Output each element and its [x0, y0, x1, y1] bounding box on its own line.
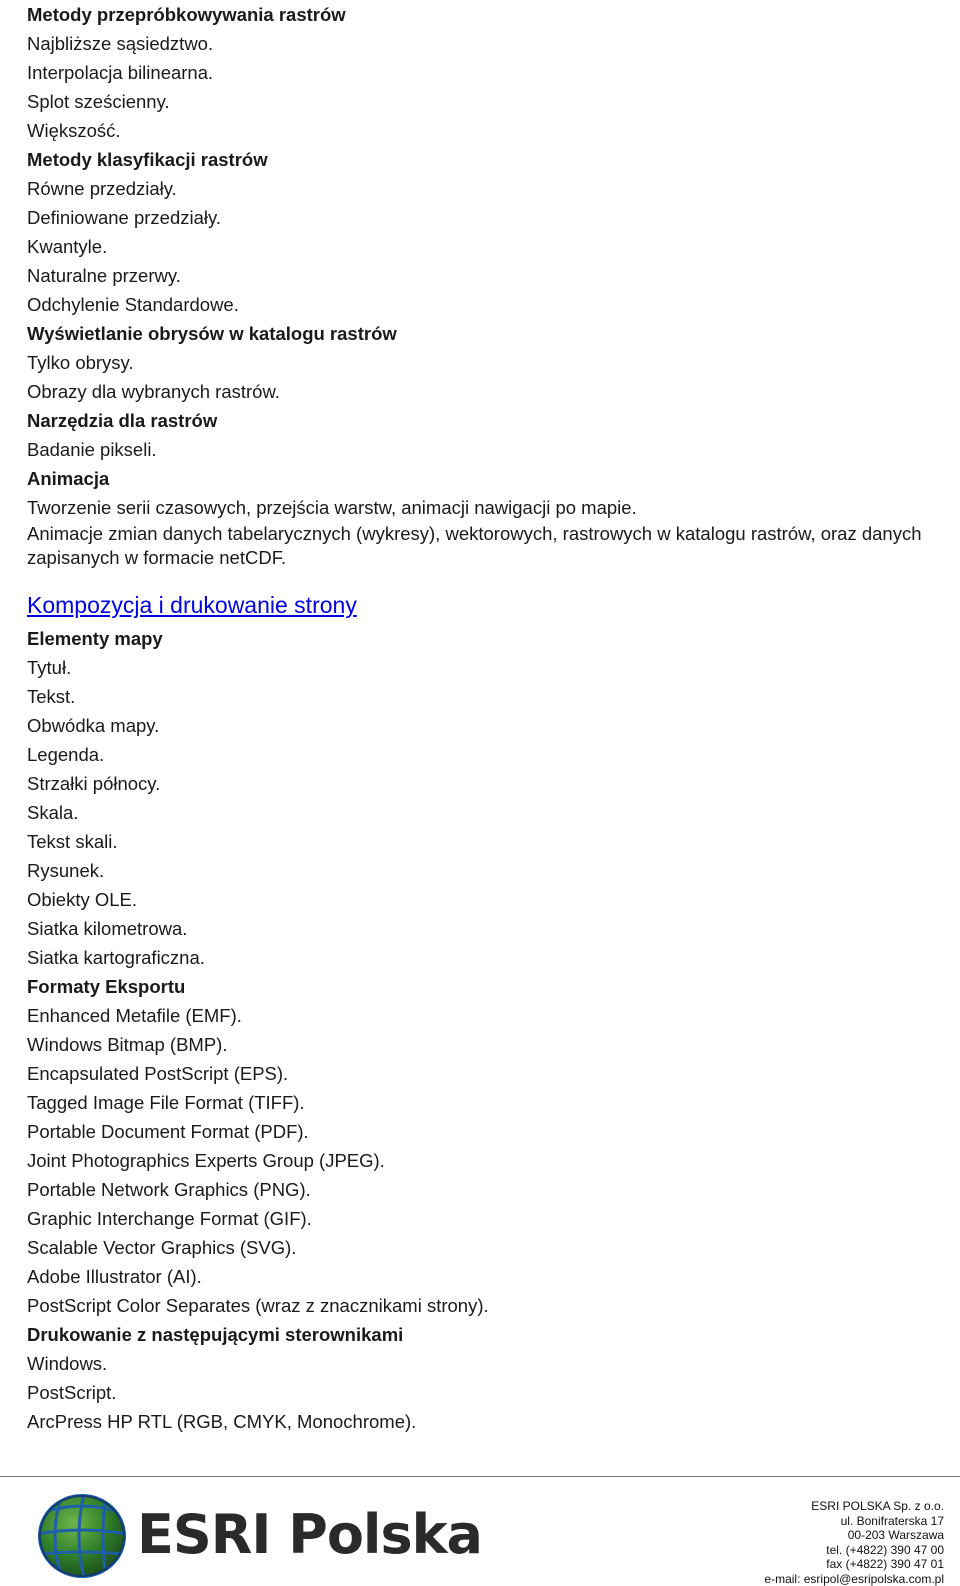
list-item: Tagged Image File Format (TIFF). — [27, 1092, 305, 1113]
raster-feature-list — [27, 0, 937, 522]
list-item: Siatka kartograficzna. — [27, 947, 205, 968]
list-item: Najbliższe sąsiedztwo. — [27, 33, 214, 54]
section-heading: Elementy mapy — [27, 628, 163, 649]
list-item: Odchylenie Standardowe. — [27, 294, 239, 315]
section-heading: Wyświetlanie obrysów w katalogu rastrów — [27, 323, 397, 344]
globe-icon — [34, 1490, 130, 1580]
section-heading: Narzędzia dla rastrów — [27, 410, 218, 431]
list-item: Skala. — [27, 802, 79, 823]
list-item: Naturalne przerwy. — [27, 265, 181, 286]
list-item: Obrazy dla wybranych rastrów. — [27, 381, 280, 402]
list-item: Kwantyle. — [27, 236, 108, 257]
list-item: Scalable Vector Graphics (SVG). — [27, 1237, 297, 1258]
list-item: Strzałki północy. — [27, 773, 161, 794]
list-item: Legenda. — [27, 744, 105, 765]
section-heading: Metody przepróbkowywania rastrów — [27, 4, 346, 25]
section-heading: Drukowanie z następującymi sterownikami — [27, 1324, 404, 1345]
section-heading: Animacja — [27, 468, 110, 489]
list-item: Równe przedziały. — [27, 178, 177, 199]
company-name: ESRI POLSKA Sp. z o.o. — [811, 1499, 944, 1513]
list-item: PostScript Color Separates (wraz z znacznikami strony). — [27, 1295, 489, 1316]
list-item: Graphic Interchange Format (GIF). — [27, 1208, 312, 1229]
section-layout-printing — [27, 570, 937, 1436]
section-heading: Formaty Eksportu — [27, 976, 186, 997]
list-item: Tekst skali. — [27, 831, 118, 852]
section-title-link[interactable]: Kompozycja i drukowanie strony — [27, 592, 357, 618]
list-item: Tytuł. — [27, 657, 72, 678]
list-item: PostScript. — [27, 1382, 117, 1403]
document-body — [27, 0, 937, 1436]
list-item: Większość. — [27, 120, 121, 141]
list-item: Adobe Illustrator (AI). — [27, 1266, 202, 1287]
list-item: ArcPress HP RTL (RGB, CMYK, Monochrome). — [27, 1411, 417, 1432]
list-item: Enhanced Metafile (EMF). — [27, 1005, 242, 1026]
list-item: Rysunek. — [27, 860, 105, 881]
layout-feature-list — [27, 624, 937, 1436]
footer-divider — [0, 1476, 960, 1477]
list-item: Portable Document Format (PDF). — [27, 1121, 309, 1142]
section-heading: Metody klasyfikacji rastrów — [27, 149, 268, 170]
list-item: Joint Photographics Experts Group (JPEG). — [27, 1150, 385, 1171]
contact-block — [764, 1499, 944, 1586]
section-raster — [27, 0, 937, 570]
list-item: Windows Bitmap (BMP). — [27, 1034, 228, 1055]
list-item: Obwódka mapy. — [27, 715, 160, 736]
city-address: 00-203 Warszawa — [847, 1528, 944, 1542]
list-item: Splot sześcienny. — [27, 91, 170, 112]
email-address[interactable]: e-mail: esripol@esripolska.com.pl — [764, 1571, 944, 1586]
list-item: Definiowane przedziały. — [27, 207, 222, 228]
street-address: ul. Bonifraterska 17 — [840, 1513, 944, 1528]
animation-paragraph: Animacje zmian danych tabelarycznych (wykresy), wektorowych, rastrowych w katalogu rastrów, oraz danych zapisanych w formacie netCDF. — [27, 523, 922, 568]
list-item: Obiekty OLE. — [27, 889, 138, 910]
company-logo — [34, 1490, 594, 1580]
list-item: Siatka kilometrowa. — [27, 918, 188, 939]
list-item: Interpolacja bilinearna. — [27, 62, 214, 83]
list-item: Portable Network Graphics (PNG). — [27, 1179, 311, 1200]
list-item: Windows. — [27, 1353, 108, 1374]
phone-number: tel. (+4822) 390 47 00 — [826, 1542, 944, 1557]
list-item: Badanie pikseli. — [27, 439, 157, 460]
list-item: Encapsulated PostScript (EPS). — [27, 1063, 289, 1084]
list-item: Tekst. — [27, 686, 76, 707]
fax-number: fax (+4822) 390 47 01 — [826, 1557, 944, 1571]
logo-wordmark: ESRI Polska — [137, 1503, 482, 1566]
list-item: Tworzenie serii czasowych, przejścia warstw, animacji nawigacji po mapie. — [27, 497, 637, 518]
list-item: Tylko obrysy. — [27, 352, 134, 373]
